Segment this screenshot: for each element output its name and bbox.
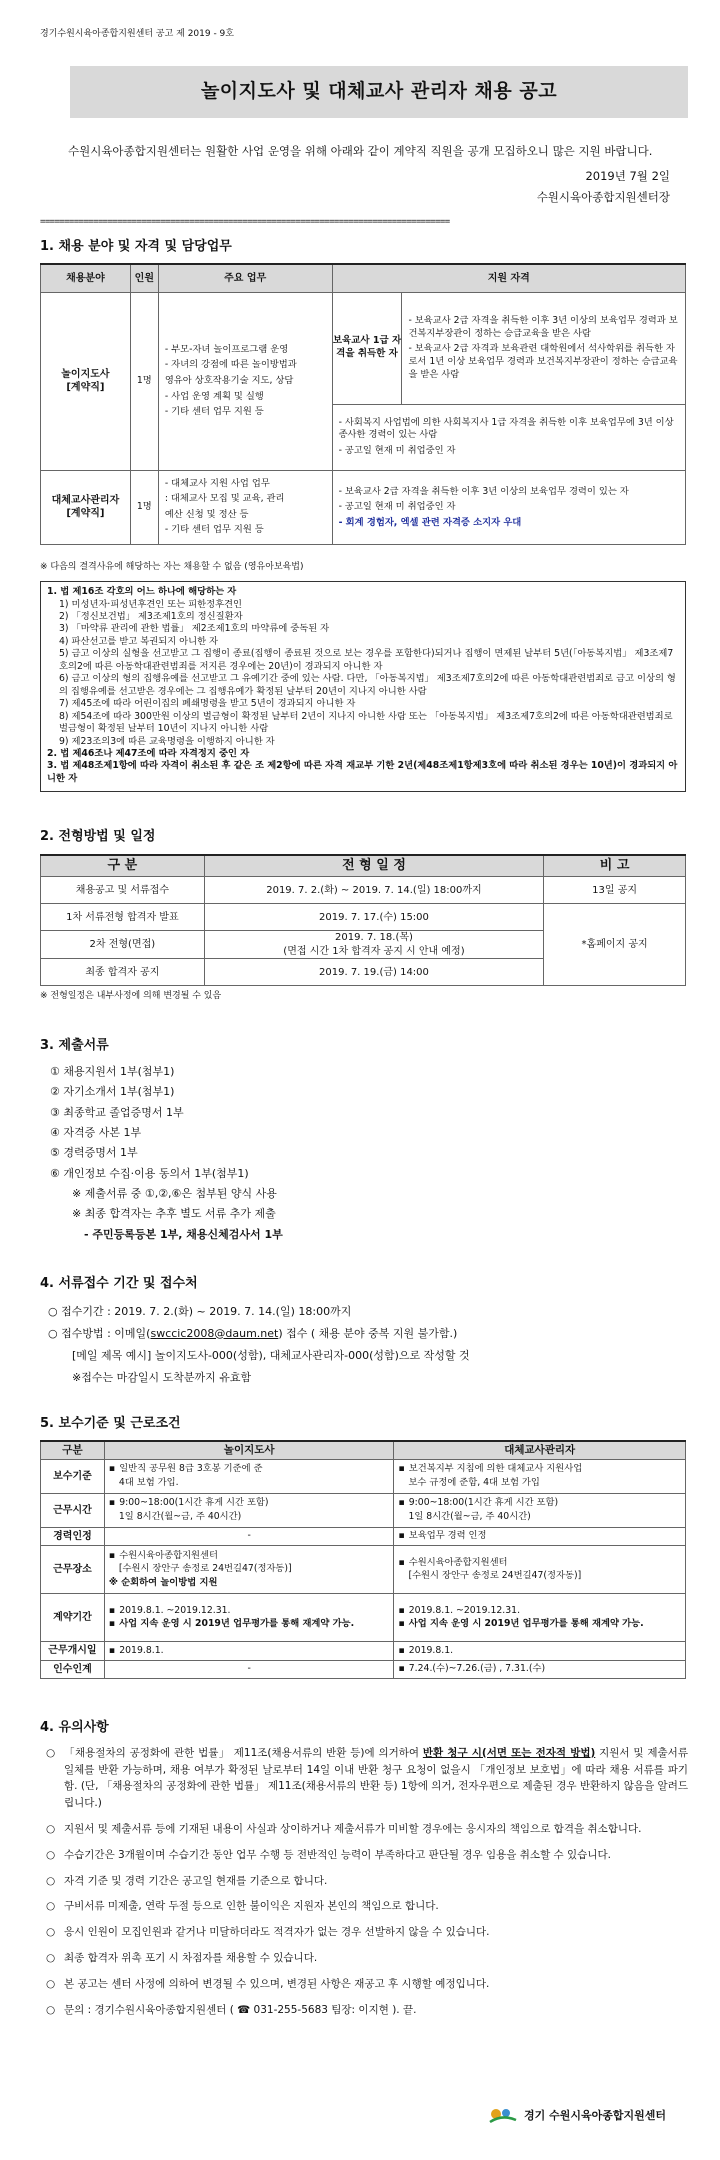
- notice-date: 2019년 7월 2일: [585, 168, 670, 183]
- handover-manager: ▪ 7.24.(수)~7.26.(금) , 7.31.(수): [394, 1660, 686, 1679]
- disqualification-note: ※ 다음의 결격사유에 해당하는 자는 채용할 수 없음 (영유아보육법): [40, 561, 304, 572]
- list-item: ○ 자격 기준 및 경력 기간은 공고일 현재를 기준으로 합니다.: [46, 1874, 328, 1887]
- list-item: ○ 응시 인원이 모집인원과 같거나 미달하더라도 적격자가 없는 경우 선발하지 않을 수 있습니다.: [46, 1926, 490, 1939]
- document-item: ① 채용지원서 1부(첨부1): [50, 1065, 175, 1079]
- disq-items: [47, 599, 679, 748]
- schedule-cell: 2019. 7. 17.(수) 15:00: [204, 904, 543, 931]
- schedule-cell: 2019. 7. 2.(화) ~ 2019. 7. 14.(일) 18:00까지: [204, 877, 543, 904]
- documents-list: [40, 1062, 688, 1245]
- recruitment-table: [40, 263, 686, 545]
- duty-item: - 자녀의 강점에 따른 놀이방법과: [164, 359, 297, 371]
- disq-item: 6) 금고 이상의 형의 집행유예를 선고받고 그 유예기간 중에 있는 사람. 다만, 「아동복지법」 제3조제7호의2에 따른 아동학대관련범죄로 금고 이상의 형의 집행유예를 선고받은 경우에는 그 집행유예가 확정된 날부터 20년이 지나지 아니한 사람: [59, 673, 676, 697]
- preferred-qualification: - 회계 경험자, 엑셀 관련 자격증 소지자 우대: [338, 516, 522, 528]
- row-label: 보수기준: [41, 1459, 105, 1493]
- row-label: 근무개시일: [41, 1642, 105, 1661]
- table-row: 최종 합격자 공지: [41, 959, 205, 986]
- list-item: ○ 「채용절차의 공정화에 관한 법률」 제11조(채용서류의 반환 등)에 의거하여 반환 청구 시(서면 또는 전자적 방법) 지원서 및 제출서류 일체를 반환 가능하며, 채용 여부가 확정된 날로부터 14일 이내 반환 청구 요청이 없을시 「개인정보 보호법」에 따라 채용 서류를 파기함. (단, 「채용절차의 공정화에 관한 법률」 제11조(채용서류의 반환 등) 1항에 의거, 전자우편으로 제출된 경우 반환하지 않음을 알려드립니다.): [46, 1746, 688, 1810]
- disq-item: 9) 제23조의3에 따른 교육명령을 이행하지 아니한 자: [59, 735, 275, 747]
- pay-play: ▪ 일반직 공무원 8급 3호봉 기준에 준 4대 보험 가입.: [104, 1459, 394, 1493]
- qual-b-list: [333, 410, 685, 465]
- qual-a: [402, 292, 686, 404]
- disqualification-box: [40, 581, 686, 792]
- section-notes-title: 4. 유의사항: [40, 1720, 109, 1736]
- row-label: 근무장소: [41, 1546, 105, 1594]
- place-play: ▪ 수원시육아종합지원센터 [수원시 장안구 송정로 24번길47(정자동)] ※ 순회하여 놀이방법 지원: [104, 1546, 394, 1594]
- list-item: ○ 최종 합격자 위촉 포기 시 차점자를 채용할 수 있습니다.: [46, 1951, 318, 1964]
- duty-item: - 사업 운영 계획 및 실행: [164, 390, 264, 402]
- title-banner: [70, 66, 688, 118]
- application-info: [40, 1301, 688, 1389]
- mail-subject: [메일 제목 예시] 놀이지도사-000(성함), 대체교사관리자-000(성함)으로 작성할 것: [72, 1348, 470, 1362]
- table-row: 1차 서류전형 합격자 발표: [41, 904, 205, 931]
- row-label: 계약기간: [41, 1594, 105, 1642]
- list-item: ○ 문의 : 경기수원시육아종합지원센터 ( ☎ 031-255-5683 팀장: 이지현 ). 끝.: [46, 2003, 417, 2016]
- schedule-cell: 2019. 7. 18.(목) (면접 시간 1차 합격자 공지 시 안내 예정): [204, 931, 543, 959]
- field-substitute-manager: 대체교사관리자 [계약직]: [41, 470, 131, 544]
- duties-play-instructor: [158, 292, 332, 470]
- field-play-instructor: 놀이지도사 [계약직]: [41, 292, 131, 470]
- list-item: ○ 수습기간은 3개월이며 수습기간 동안 업무 수행 등 전반적인 능력이 부족하다고 판단될 경우 임용을 취소할 수 있습니다.: [46, 1848, 611, 1861]
- document-item: ③ 최종학교 졸업증명서 1부: [50, 1105, 184, 1119]
- disq-heading-1: 1. 법 제16조 각호의 어느 하나에 해당하는 자: [47, 586, 237, 598]
- duty-item: - 대체교사 지원 사업 업무: [164, 477, 270, 489]
- header-schedule: 전 형 일 정: [204, 855, 543, 877]
- document-number: 경기수원시육아종합지원센터 공고 제 2019 - 9호: [40, 29, 234, 39]
- notes-list: [40, 1745, 688, 2019]
- duties-substitute-manager: [158, 470, 332, 544]
- header-duties: 주요 업무: [158, 264, 332, 292]
- contract-manager: ▪ 2019.8.1. ~2019.12.31. ▪ 사업 지속 운영 시 2019년 업무평가를 통해 재계약 가능.: [394, 1594, 686, 1642]
- row-label: 경력인정: [41, 1527, 105, 1546]
- header-play: 놀이지도사: [104, 1441, 394, 1459]
- qual-item: - 공고일 현재 미 취업중인 자: [338, 445, 456, 457]
- qual-label: 보육교사 1급 자격을 취득한 자: [332, 292, 402, 404]
- section-2-title: 2. 전형방법 및 일정: [40, 829, 156, 845]
- header-qualification: 지원 자격: [332, 264, 685, 292]
- duties-list: [159, 337, 332, 426]
- section-4-title: 4. 서류접수 기간 및 접수처: [40, 1276, 198, 1292]
- contract-play: ▪ 2019.8.1. ~2019.12.31. ▪ 사업 지속 운영 시 2019년 업무평가를 통해 재계약 가능.: [104, 1594, 394, 1642]
- hours-play: ▪ 9:00~18:00(1시간 휴게 시간 포함) 1일 8시간(월~금, 주 40시간): [104, 1493, 394, 1527]
- list-item: ○ 본 공고는 센터 사정에 의하여 변경될 수 있으며, 변경된 사항은 재공고 후 시행할 예정입니다.: [46, 1977, 490, 1990]
- duties2-list: [159, 471, 332, 544]
- qual-substitute-manager: [332, 470, 685, 544]
- handover-play: -: [104, 1660, 394, 1679]
- header-count: 인원: [130, 264, 158, 292]
- doc-note-1: ※ 제출서류 중 ①,②,⑥은 첨부된 양식 사용: [72, 1187, 277, 1201]
- qual-item: - 보육교사 2급 자격을 취득한 이후 3년 이상의 보육업무 경력이 있는 자: [338, 485, 629, 497]
- place-manager: ▪ 수원시육아종합지원센터 [수원시 장안구 송정로 24번길47(정자동)]: [394, 1546, 686, 1594]
- disq-heading-3: 3. 법 제48조제1항에 따라 자격이 취소된 후 같은 조 제2항에 따른 자격 재교부 기한 2년(제48조제1항제3호에 따라 취소된 경우는 10년)이 경과되지 아니한 자: [47, 760, 678, 784]
- issuer: 수원시육아종합지원센터장: [536, 190, 670, 205]
- footer-org: [488, 2106, 666, 2126]
- section-1-title: 1. 채용 분야 및 자격 및 담당업무: [40, 238, 232, 254]
- duty-item: - 기타 센터 업무 지원 등: [164, 524, 264, 536]
- divider-line: =====================================================================================: [40, 216, 450, 227]
- deadline-note: ※접수는 마감일시 도착분까지 유효함: [72, 1370, 252, 1384]
- homepage-note: *홈페이지 공지: [544, 904, 686, 986]
- center-logo-icon: [488, 2106, 518, 2126]
- qual-a-list: [402, 308, 685, 388]
- qual-item: - 보육교사 2급 자격과 보육관련 대학원에서 석사학위를 취득한 자로서 1년 이상 보육업무 경력과 보건복지부장관이 정하는 승급교육을 받은 사람: [408, 343, 678, 380]
- schedule-footnote: ※ 전형일정은 내부사정에 의해 변경될 수 있음: [40, 991, 222, 1002]
- qual-item: - 공고일 현재 미 취업중인 자: [338, 501, 456, 513]
- header-category: 구 분: [41, 855, 205, 877]
- disq-item: 8) 제54조에 따라 300만원 이상의 벌금형이 확정된 날부터 2년이 지나지 아니한 사람 또는 「아동복지법」 제3조제7호의2에 따른 아동학대관련범죄로 벌금형이 확정된 날부터 10년이 지나지 아니한 사람: [59, 710, 673, 735]
- duty-item: - 기타 센터 업무 지원 등: [164, 406, 264, 418]
- table-row: 2차 전형(면접): [41, 931, 205, 959]
- count-play-instructor: 1명: [130, 292, 158, 470]
- document-item: ④ 자격증 사본 1부: [50, 1126, 142, 1140]
- duty-item: : 대체교사 모집 및 교육, 관리: [164, 493, 285, 505]
- count-substitute-manager: 1명: [130, 470, 158, 544]
- start-manager: ▪ 2019.8.1.: [394, 1642, 686, 1661]
- list-item: ○ 지원서 및 제출서류 등에 기재된 내용이 사실과 상이하거나 제출서류가 미비할 경우에는 응시자의 책임으로 합격을 취소합니다.: [46, 1822, 642, 1835]
- document-item: ⑥ 개인정보 수집·이용 동의서 1부(첨부1): [50, 1166, 249, 1180]
- header-note: 비 고: [544, 855, 686, 877]
- footer-org-name: 경기 수원시육아종합지원센터: [524, 2108, 666, 2122]
- qual-item: - 보육교사 2급 자격을 취득한 이후 3년 이상의 보육업무 경력과 보건복지부장관이 정하는 승급교육을 받은 사람: [408, 315, 678, 339]
- application-period: ○ 접수기간 : 2019. 7. 2.(화) ~ 2019. 7. 14.(일) 18:00까지: [48, 1304, 352, 1318]
- disq-item: 4) 파산선고를 받고 복권되지 아니한 자: [59, 635, 219, 647]
- doc-note-2: ※ 최종 합격자는 추후 별도 서류 추가 제출: [72, 1207, 276, 1221]
- disq-heading-2: 2. 법 제46조나 제47조에 따라 자격정지 중인 자: [47, 747, 250, 759]
- schedule-cell: 2019. 7. 19.(금) 14:00: [204, 959, 543, 986]
- row-label: 근무시간: [41, 1493, 105, 1527]
- schedule-table: [40, 854, 686, 987]
- page-title: 놀이지도사 및 대체교사 관리자 채용 공고: [200, 80, 558, 103]
- duty-item: - 부모-자녀 놀이프로그램 운영: [164, 343, 289, 355]
- section-3-title: 3. 제출서류: [40, 1037, 109, 1053]
- qual-b: [332, 404, 685, 470]
- disq-item: 7) 제45조에 따라 어린이집의 폐쇄명령을 받고 5년이 경과되지 아니한 자: [59, 698, 356, 710]
- application-method: ○ 접수방법 : 이메일(swccic2008@daum.net) 접수 ( 채용 분야 중복 지원 불가함.): [48, 1326, 458, 1340]
- hours-manager: ▪ 9:00~18:00(1시간 휴게 시간 포함) 1일 8시간(월~금, 주 40시간): [394, 1493, 686, 1527]
- header-item: 구분: [41, 1441, 105, 1459]
- disq-item: 5) 금고 이상의 실형을 선고받고 그 집행이 종료(집행이 종료된 것으로 보는 경우를 포함한다)되거나 집행이 면제된 날부터 5년(「아동복지법」 제3조제7호의2에 따른 아동학대관련범죄를 저지른 경우에는 20년)이 경과되지 아니한 자: [59, 648, 674, 672]
- career-manager: ▪ 보육업무 경력 인정: [394, 1527, 686, 1546]
- doc-note-3: - 주민등록등본 1부, 채용신체검사서 1부: [84, 1227, 283, 1241]
- disq-item: 1) 미성년자·피성년후견인 또는 피한정후견인: [59, 598, 243, 610]
- career-play: -: [104, 1527, 394, 1546]
- pay-manager: ▪ 보건복지부 지침에 의한 대체교사 지원사업 보수 규정에 준함, 4대 보험 가입: [394, 1459, 686, 1493]
- table-row: 채용공고 및 서류접수: [41, 877, 205, 904]
- start-play: ▪ 2019.8.1.: [104, 1642, 394, 1661]
- document-item: ⑤ 경력증명서 1부: [50, 1146, 138, 1160]
- header-manager: 대체교사관리자: [394, 1441, 686, 1459]
- section-5-title: 5. 보수기준 및 근로조건: [40, 1415, 181, 1431]
- duty-item: 영유아 상호작용기술 지도, 상담: [164, 374, 294, 386]
- row-label: 인수인계: [41, 1660, 105, 1679]
- email-link[interactable]: swccic2008@daum.net: [150, 1326, 279, 1340]
- disq-item: 3) 「마약류 관리에 관한 법률」 제2조제1호의 마약류에 중독된 자: [59, 623, 330, 635]
- conditions-table: [40, 1440, 686, 1679]
- list-item: ○ 구비서류 미제출, 연락 두절 등으로 인한 불이익은 지원자 본인의 책임으로 합니다.: [46, 1900, 439, 1913]
- intro-text: 수원시육아종합지원센터는 원활한 사업 운영을 위해 아래와 같이 계약직 직원을 공개 모집하오니 많은 지원 바랍니다.: [68, 144, 653, 159]
- document-item: ② 자기소개서 1부(첨부1): [50, 1085, 175, 1099]
- duty-item: 예산 신청 및 정산 등: [164, 508, 249, 520]
- header-field: 채용분야: [41, 264, 131, 292]
- disq-item: 2) 「정신보건법」 제3조제1호의 정신질환자: [59, 610, 243, 622]
- note-cell: 13일 공지: [544, 877, 686, 904]
- qual-item: - 사회복지 사업법에 의한 사회복지사 1급 자격을 취득한 이후 보육업무에 3년 이상 종사한 경력이 있는 사람: [338, 416, 674, 441]
